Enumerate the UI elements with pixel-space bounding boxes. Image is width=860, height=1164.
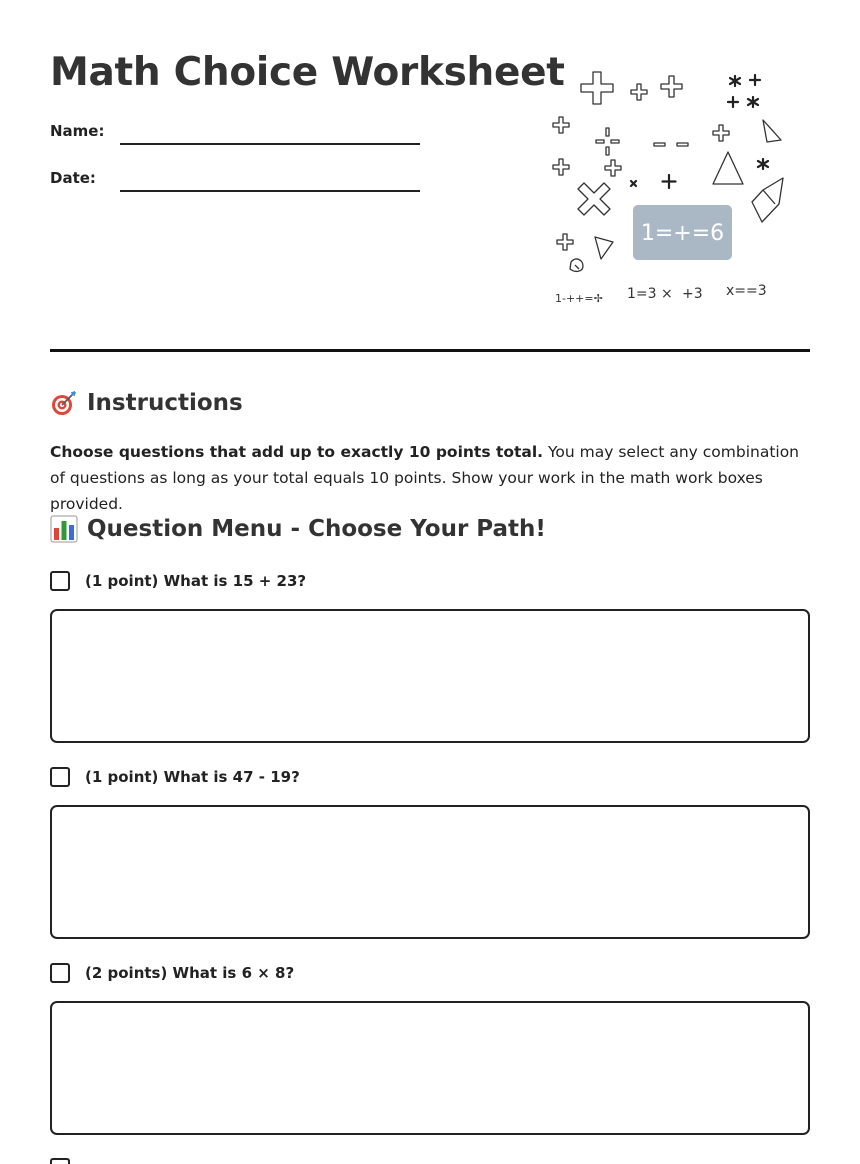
target-icon xyxy=(50,389,78,417)
asterisk-doodle xyxy=(758,159,768,169)
question-1-checkbox[interactable] xyxy=(50,571,70,591)
date-field[interactable] xyxy=(120,190,420,192)
plus-doodle-large xyxy=(581,72,613,104)
split-plus-doodle xyxy=(596,140,604,143)
instructions-bold-text: Choose questions that add up to exactly 10 points total. xyxy=(50,443,544,461)
plus-doodle xyxy=(553,159,569,175)
question-3-checkbox[interactable] xyxy=(50,963,70,983)
chalkboard-equation: 1=+=6 xyxy=(640,221,725,246)
plus-doodle xyxy=(553,117,569,133)
question-2-work-box[interactable] xyxy=(50,805,810,939)
plus-doodle-bold xyxy=(663,175,676,188)
instructions-heading-text: Instructions xyxy=(87,390,243,416)
question-4-checkbox[interactable] xyxy=(50,1158,70,1164)
question-1-work-box[interactable] xyxy=(50,609,810,743)
date-label: Date: xyxy=(50,169,96,187)
plus-doodle-bold xyxy=(728,97,738,107)
minus-doodle xyxy=(677,143,688,146)
triangle-doodle xyxy=(713,152,743,184)
question-2-label: (1 point) What is 47 - 19? xyxy=(85,768,300,786)
times-doodle-large xyxy=(578,183,610,215)
triangle-doodle xyxy=(763,120,781,142)
prism-doodle xyxy=(752,178,783,222)
question-1-label: (1 point) What is 15 + 23? xyxy=(85,572,307,590)
instructions-heading xyxy=(50,389,243,417)
name-label: Name: xyxy=(50,122,105,140)
doodle-equation-1: 1-++=✢ xyxy=(555,292,603,305)
doodle-equation-2: 1=3 × xyxy=(627,286,673,302)
doodle-equation-3: +3 xyxy=(682,286,703,302)
question-3-label: (2 points) What is 6 × 8? xyxy=(85,964,295,982)
question-menu-heading-text: Question Menu - Choose Your Path! xyxy=(87,516,546,542)
split-plus-doodle xyxy=(611,140,619,143)
question-2 xyxy=(50,767,300,787)
bar-chart-icon xyxy=(50,515,78,543)
minus-doodle xyxy=(654,143,665,146)
doodle-equation-4: x==3 xyxy=(726,283,767,299)
instructions-body-text: You may select any combination of questions as long as your total equals 10 points. Show your work in the math work boxes provided. xyxy=(50,443,800,513)
question-1 xyxy=(50,571,306,591)
question-3-work-box[interactable] xyxy=(50,1001,810,1135)
header-divider xyxy=(50,349,810,352)
blob-doodle xyxy=(570,259,583,271)
plus-doodle xyxy=(631,84,647,100)
name-field[interactable] xyxy=(120,143,420,145)
plus-doodle xyxy=(605,160,621,176)
question-2-checkbox[interactable] xyxy=(50,767,70,787)
asterisk-doodle xyxy=(748,97,758,107)
question-3 xyxy=(50,963,294,983)
asterisk-doodle xyxy=(730,76,740,86)
math-doodle-illustration xyxy=(545,62,795,312)
split-plus-doodle xyxy=(606,128,609,136)
question-menu-heading xyxy=(50,515,546,543)
plus-doodle xyxy=(713,125,729,141)
instructions-text xyxy=(50,439,810,517)
plus-doodle xyxy=(661,76,682,97)
split-plus-doodle xyxy=(606,147,609,155)
plus-doodle-bold xyxy=(750,75,760,85)
triangle-doodle xyxy=(595,237,613,259)
times-doodle-small xyxy=(631,181,636,186)
worksheet-title: Math Choice Worksheet xyxy=(50,50,565,95)
plus-doodle xyxy=(557,234,573,250)
